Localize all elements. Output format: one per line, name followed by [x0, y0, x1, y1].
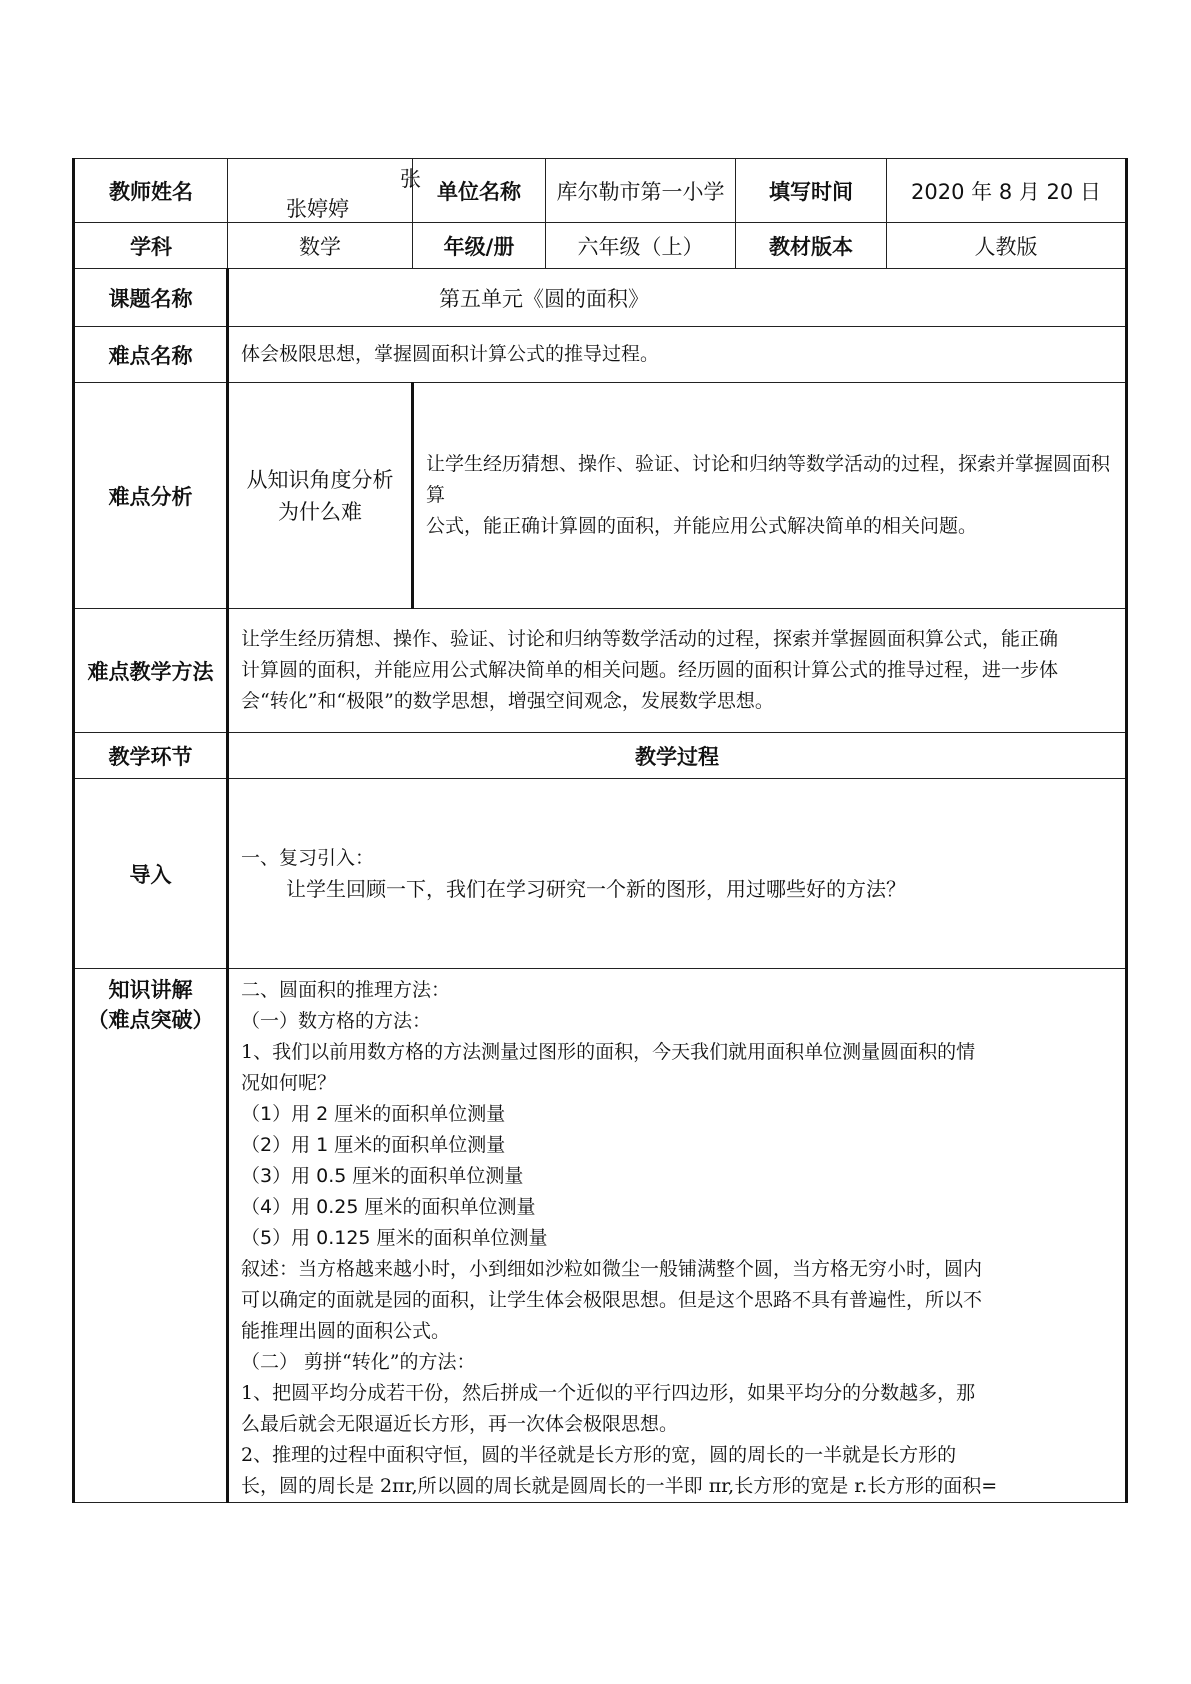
- fill-time-label: 填写时间: [736, 159, 887, 223]
- teacher-name-mark: 张: [400, 167, 421, 191]
- knowledge-label-line-1: 知识讲解: [108, 978, 193, 1002]
- intro-label: 导入: [74, 779, 228, 969]
- lesson-plan-sheet: [72, 158, 1125, 1503]
- knowledge-line: 么最后就会无限逼近长方形，再一次体会极限思想。: [241, 1413, 679, 1435]
- knowledge-content: [228, 969, 1127, 1503]
- knowledge-line: （5）用 0.125 厘米的面积单位测量: [241, 1227, 548, 1249]
- analysis-content: [413, 383, 1127, 609]
- header-row-1: [74, 159, 1127, 223]
- knowledge-line: 二、圆面积的推理方法：: [241, 979, 451, 1001]
- grade-label: 年级/册: [413, 223, 546, 269]
- knowledge-line: 能推理出圆的面积公式。: [241, 1320, 451, 1342]
- knowledge-line: （3）用 0.5 厘米的面积单位测量: [241, 1165, 524, 1187]
- analysis-sub-label: 从知识角度分析为什么难: [228, 383, 413, 609]
- method-line-2: 计算圆的面积，并能应用公式解决简单的相关问题。经历圆的面积计算公式的推导过程，进一步体: [241, 659, 1059, 681]
- topic-label: 课题名称: [74, 269, 228, 327]
- knowledge-line: （2）用 1 厘米的面积单位测量: [241, 1134, 506, 1156]
- process-header-row: [74, 733, 1127, 779]
- knowledge-line: （1）用 2 厘米的面积单位测量: [241, 1103, 506, 1125]
- method-content: [228, 609, 1127, 733]
- knowledge-label: [74, 969, 228, 1503]
- teacher-name-cell: [228, 159, 421, 223]
- knowledge-line: （4）用 0.25 厘米的面积单位测量: [241, 1196, 536, 1218]
- knowledge-line: 况如何呢？: [241, 1072, 337, 1094]
- header-row-2: [74, 223, 1127, 269]
- method-row: [74, 609, 1127, 733]
- topic-value: 第五单元《圆的面积》: [228, 269, 1127, 327]
- difficulty-value: 体会极限思想，掌握圆面积计算公式的推导过程。: [228, 327, 1127, 383]
- knowledge-line: （一）数方格的方法：: [241, 1010, 432, 1032]
- knowledge-label-line-2: （难点突破）: [87, 1008, 214, 1032]
- knowledge-line: 叙述：当方格越来越小时，小到细如沙粒如微尘一般铺满整个圆，当方格无穷小时，圆内: [241, 1258, 983, 1280]
- knowledge-line: 2、推理的过程中面积守恒，圆的半径就是长方形的宽，圆的周长的一半就是长方形的: [241, 1444, 957, 1466]
- knowledge-line: 长，圆的周长是 2πr,所以圆的周长就是圆周长的一半即 πr,长方形的宽是 r.长方形的面积=: [241, 1475, 998, 1497]
- grade-value: 六年级（上）: [546, 223, 736, 269]
- analysis-line-1: 让学生经历猜想、操作、验证、讨论和归纳等数学活动的过程，探索并掌握圆面积算: [426, 453, 1111, 506]
- difficulty-row: [74, 327, 1127, 383]
- process-stage-label: 教学环节: [74, 733, 228, 779]
- teacher-name-label: 教师姓名: [74, 159, 228, 223]
- teacher-name-value: 张婷婷: [286, 197, 349, 221]
- method-line-3: 会“转化”和“极限”的数学思想，增强空间观念，发展数学思想。: [241, 690, 774, 712]
- edition-value: 人教版: [887, 223, 1127, 269]
- knowledge-line: 1、我们以前用数方格的方法测量过图形的面积，今天我们就用面积单位测量圆面积的情: [241, 1041, 976, 1063]
- intro-row: [74, 779, 1127, 969]
- knowledge-row: [74, 969, 1127, 1503]
- analysis-row: [74, 383, 1127, 609]
- process-label: 教学过程: [228, 733, 1127, 779]
- difficulty-label: 难点名称: [74, 327, 228, 383]
- method-label: 难点教学方法: [74, 609, 228, 733]
- unit-name-value: 库尔勒市第一小学: [546, 159, 736, 223]
- subject-label: 学科: [74, 223, 228, 269]
- intro-content: [228, 779, 1127, 969]
- analysis-label: 难点分析: [74, 383, 228, 609]
- fill-time-value: 2020 年 8 月 20 日: [887, 159, 1127, 223]
- lesson-plan-table: [72, 158, 1128, 1503]
- intro-line-1: 一、复习引入：: [241, 846, 375, 869]
- subject-value: 数学: [228, 223, 413, 269]
- intro-line-2: 让学生回顾一下，我们在学习研究一个新的图形，用过哪些好的方法？: [286, 876, 906, 901]
- unit-name-label: 单位名称: [413, 159, 546, 223]
- knowledge-line: （二） 剪拼“转化”的方法：: [241, 1351, 476, 1373]
- analysis-line-2: 公式，能正确计算圆的面积，并能应用公式解决简单的相关问题。: [426, 515, 978, 537]
- knowledge-line: 可以确定的面就是园的面积，让学生体会极限思想。但是这个思路不具有普遍性，所以不: [241, 1289, 983, 1311]
- topic-row: [74, 269, 1127, 327]
- edition-label: 教材版本: [736, 223, 887, 269]
- method-line-1: 让学生经历猜想、操作、验证、讨论和归纳等数学活动的过程，探索并掌握圆面积算公式，能正确: [241, 628, 1059, 650]
- knowledge-line: 1、把圆平均分成若干份，然后拼成一个近似的平行四边形，如果平均分的分数越多，那: [241, 1382, 976, 1404]
